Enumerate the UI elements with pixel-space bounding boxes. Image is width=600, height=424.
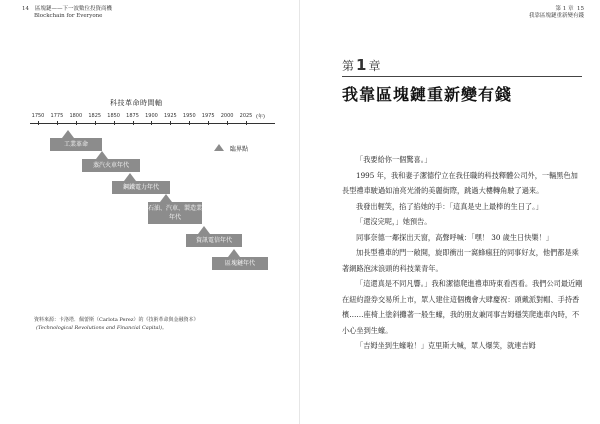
paragraph: 加長型禮車的門一敞開，旋即衝出一窩蜂瘋狂的同事好友，他們都是乘著網路泡沫浪頭的科技業青年。	[342, 248, 579, 273]
chapter-body	[342, 152, 584, 354]
left-page-number: 14	[22, 6, 29, 12]
source-line-en: (Technological Revolutions and Financial Capital)。	[36, 325, 168, 331]
era-steam-railway: 蒸汽火車年代	[82, 159, 140, 172]
era-information-telecom: 資訊電信年代	[186, 234, 242, 247]
right-running-head-title: 我靠區塊鏈重新變有錢	[528, 13, 584, 19]
tick-label-1750: 1750	[31, 113, 45, 119]
tick-label-1975: 1975	[201, 113, 215, 119]
right-running-head-chapter: 第 1 章	[555, 6, 574, 12]
tick-label-1875: 1875	[126, 113, 139, 119]
figure-title: 科技革命時間軸	[110, 99, 163, 107]
chapter-suffix: 章	[368, 59, 381, 73]
critical-point-marker	[124, 173, 136, 181]
paragraph: 「我要給你一個驚喜。」	[356, 155, 432, 164]
tick-label-1775: 1775	[50, 113, 64, 119]
paragraph: 「還沒完呢，」她預告。	[356, 217, 432, 226]
critical-point-legend-label: 臨界點	[230, 146, 249, 153]
tick-label-1800: 1800	[69, 113, 83, 119]
era-oil-automobile-label: 石油、汽車、製造業年代	[148, 205, 203, 221]
left-running-head-title: 區塊鏈——下一波數位投資商機	[35, 6, 113, 12]
right-running-head	[529, 6, 584, 20]
left-running-head-en: Blockchain for Everyone	[34, 13, 103, 19]
tick-label-1925: 1925	[163, 113, 177, 119]
right-page	[300, 0, 600, 424]
critical-point-marker	[62, 130, 74, 138]
chapter-number-label	[342, 56, 380, 74]
critical-point-marker	[198, 226, 210, 234]
chapter-prefix: 第	[342, 59, 355, 73]
paragraph: 「這還真是不同凡響。」我和潔德爬進禮車時東看西看。我們公司最近剛在紐約證券交易所上市，眾人建住這個機會大肆慶祝：頭戴派對帽、手持香檳……座椅上塗斜攤著一般生蠔，我的朋友兼同事吉姆穩笑爬進車內時，不小心坐到生蠔。	[342, 279, 583, 335]
tick-label-1900: 1900	[145, 113, 158, 119]
critical-point-marker	[160, 194, 172, 202]
right-page-number: 15	[577, 6, 584, 12]
era-blockchain: 區塊鏈年代	[212, 257, 268, 270]
era-oil-automobile	[148, 202, 202, 224]
critical-point-marker	[228, 249, 240, 257]
figure-source	[34, 316, 198, 332]
timeline-axis	[30, 123, 275, 124]
paragraph: 1995 年，我和妻子潔德佇立在我任職的科技釋體公司外，一輛黑色加長型禮車駛過如油亮光滑的美麗街際，跳過大樓轉角駛了過來。	[342, 170, 578, 195]
tick-label-1850: 1850	[107, 113, 120, 119]
critical-point-legend-icon	[214, 144, 224, 151]
tick-label-2025: 2025	[239, 113, 253, 119]
left-running-head	[22, 6, 112, 20]
critical-point-marker	[96, 151, 108, 159]
timeline-unit: (年)	[256, 114, 265, 120]
source-line: 資料來源：卡洛塔．佩蕾斯（Carlota Perez）的《技術革命與金融資本》	[34, 317, 199, 323]
paragraph: 同事奈德一鄰探出天窗，高聲呼喊：「嘿！ 30 歲生日快樂！」	[356, 232, 553, 242]
tick-label-1950: 1950	[182, 113, 196, 119]
era-steel-electricity: 鋼鐵電力年代	[112, 181, 170, 194]
chapter-title: 我靠區塊鏈重新變有錢	[342, 85, 513, 104]
chapter-number: 1	[356, 56, 367, 74]
era-industrial-revolution: 工業革命	[50, 138, 102, 151]
tick-label-1825: 1825	[88, 113, 102, 119]
paragraph: 「吉姆坐到生蠔啦！」克里斯大喊，眾人爆笑，就連吉姆	[356, 341, 536, 350]
chapter-rule	[342, 76, 582, 77]
tick-label-2000: 2000	[220, 113, 234, 119]
paragraph: 我發出輕笑，掐了掐她的手：「這真是史上最棒的生日了。」	[356, 201, 543, 211]
